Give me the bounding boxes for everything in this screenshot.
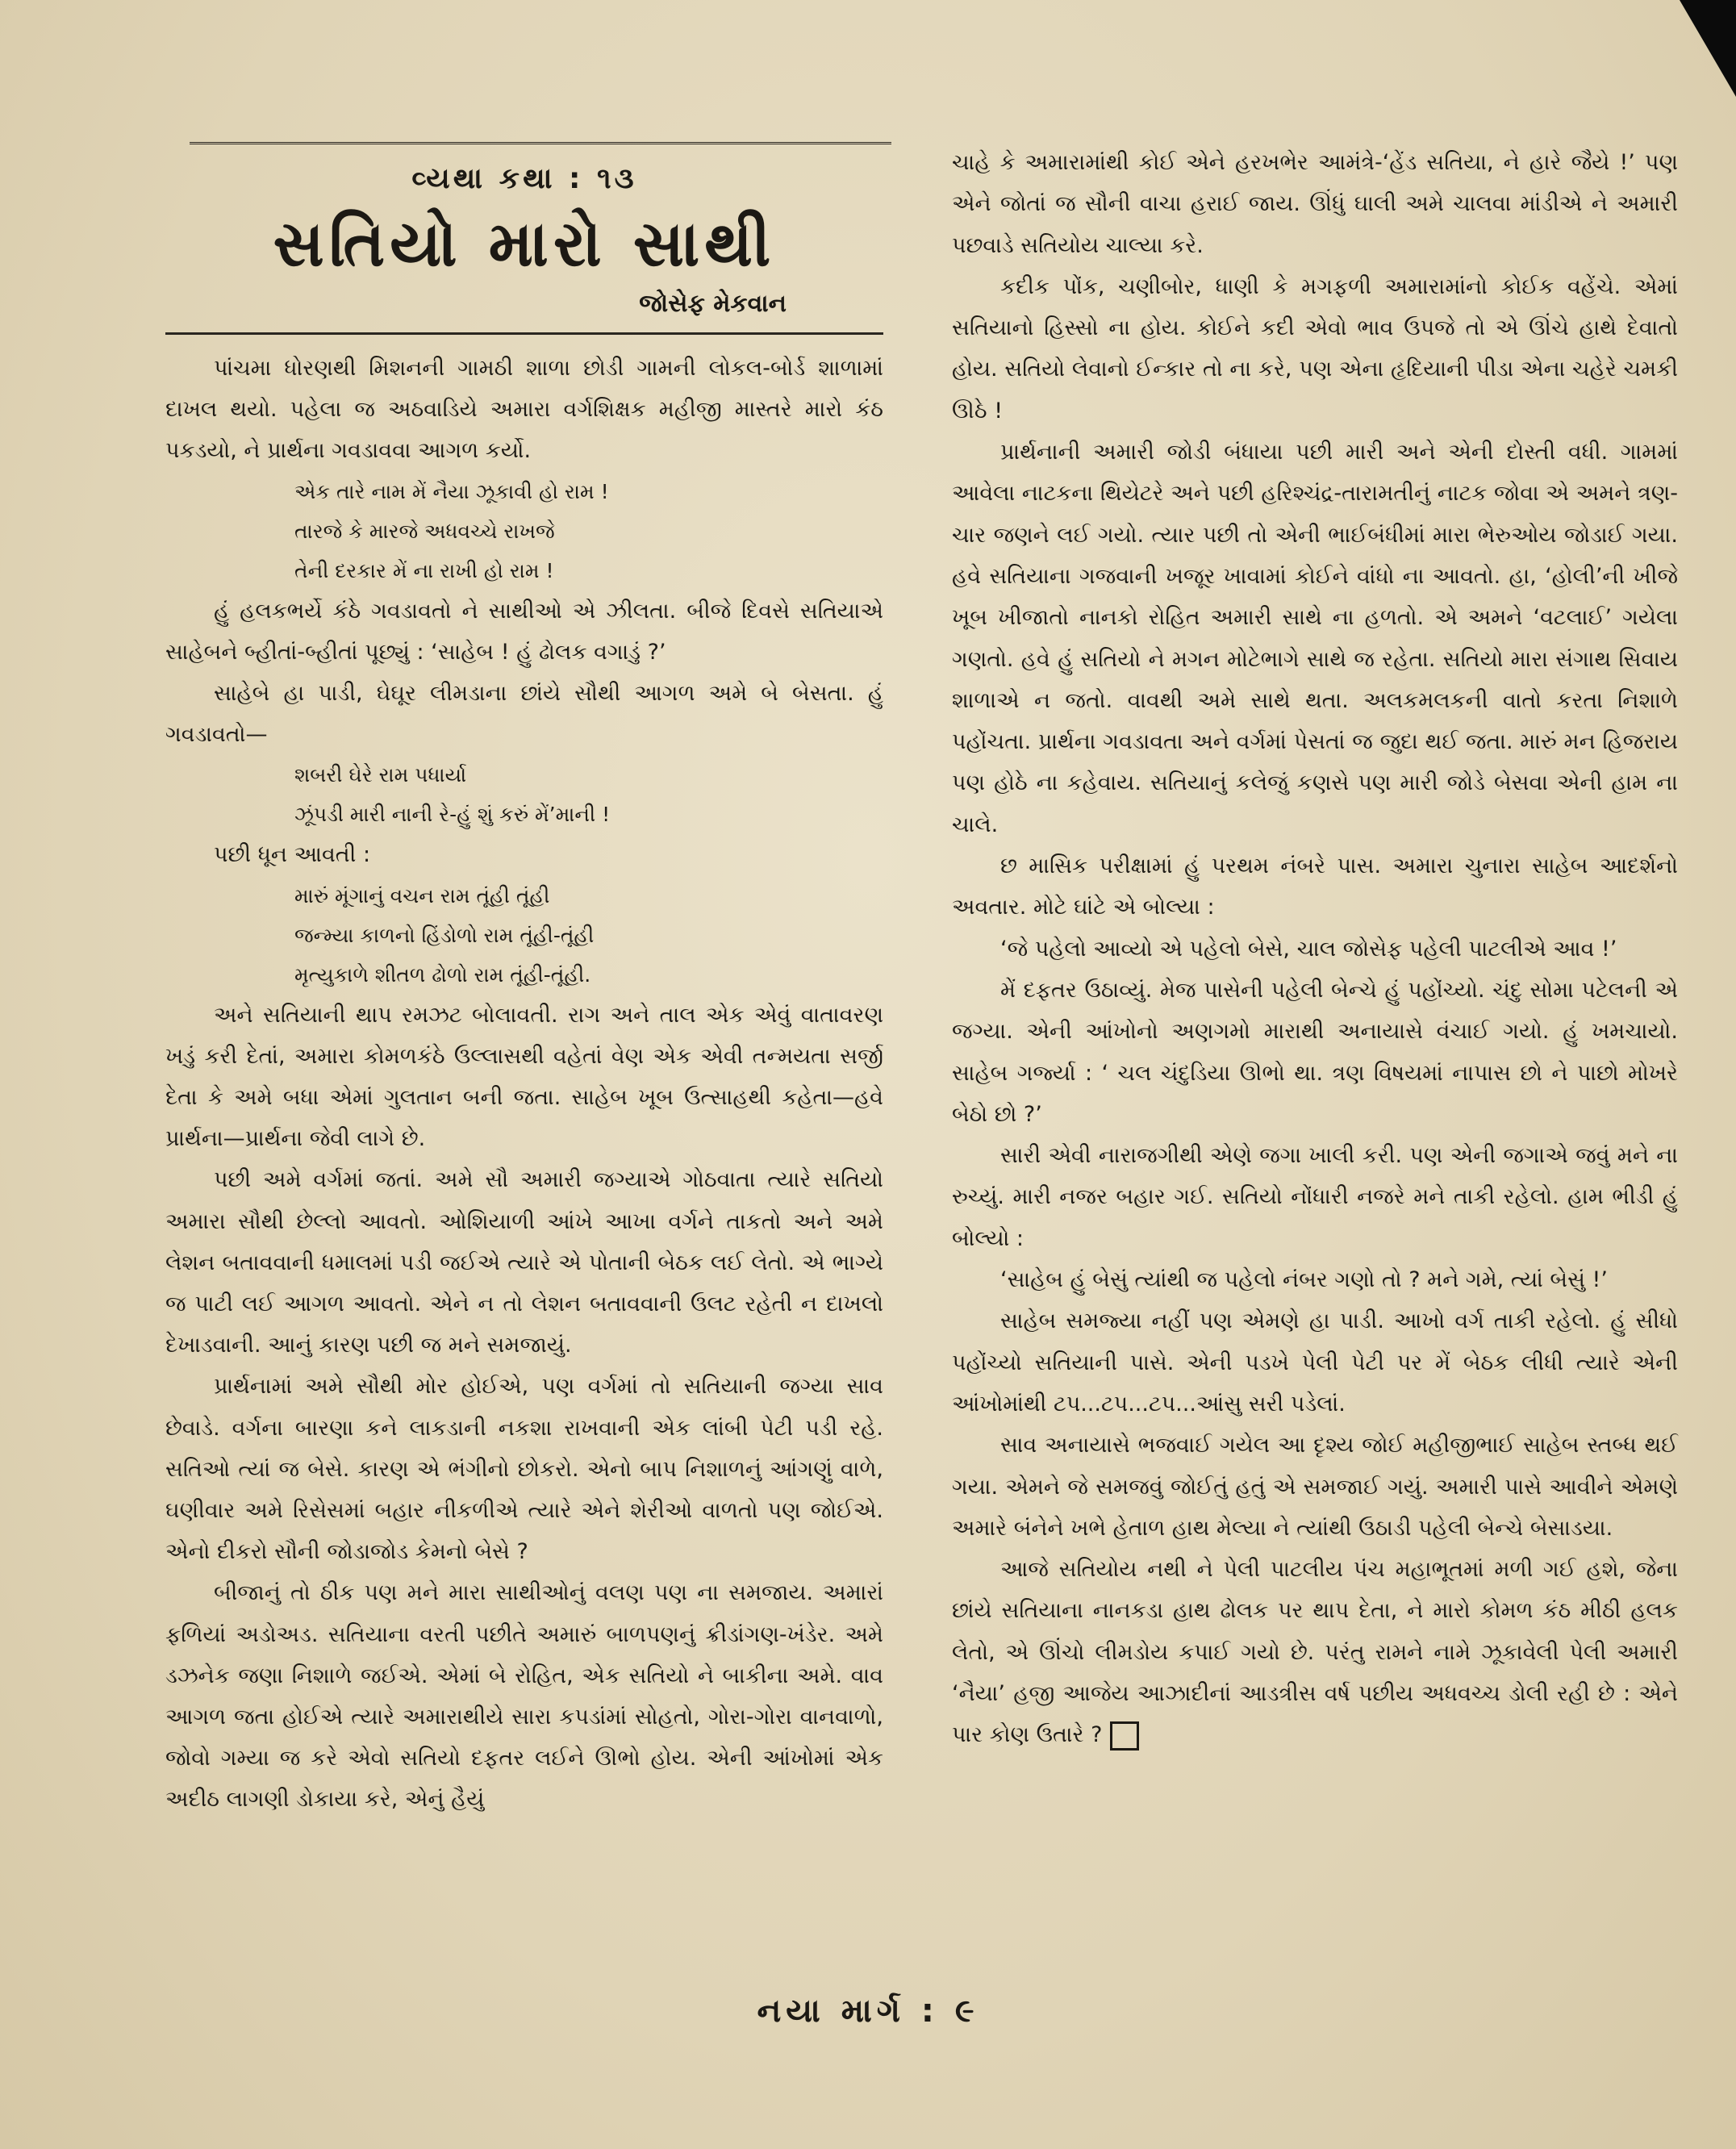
paragraph: કદીક પોંક, ચણીબોર, ધાણી કે મગફળી અમારામાંનો કોઈક વહેંચે. એમાં સતિયાનો હિસ્સો ના હોય. કોઈને કદી એવો ભાવ ઉપજે તો એ ઊંચે હાથે દેવાતો હોય. સતિયો લેવાનો ઈન્કાર તો ના કરે, પણ એના હૃદિયાની પીડા એના ચહેરે ચમકી ઊઠે ! [952, 273, 1678, 424]
verse-line: જન્મ્યા કાળનો હિંડોળો રામ તૂંહી-તૂંહી [294, 923, 595, 947]
paragraph: છ માસિક પરીક્ષામાં હું પરથમ નંબરે પાસ. અમારા ચુનારા સાહેબ આદર્શનો અવતાર. મોટે ઘાંટે એ બોલ્યા : [952, 853, 1678, 920]
article-title: સતિયો મારો સાથી [273, 207, 776, 281]
verse-block [165, 755, 883, 834]
verse-line: તારજે કે મારજે અધવચ્ચે રાખજે [294, 519, 555, 543]
paragraph: મેં દફતર ઉઠાવ્યું. મેજ પાસેની પહેલી બેન્ચે હું પહોંચ્યો. ચંદુ સોમા પટેલની એ જગ્યા. એની આંખોનો અણગમો મારાથી અનાયાસે વંચાઈ ગયો. હું ખમચાયો. સાહેબ ગર્જ્યા : ‘ ચલ ચંદુડિયા ઊભો થા. ત્રણ વિષયમાં નાપાસ છો ને પાછો મોખરે બેઠો છો ?’ [952, 977, 1678, 1127]
paragraph: સાહેબે હા પાડી, ઘેઘૂર લીમડાના છાંયે સૌથી આગળ અમે બે બેસતા. હું ગવડાવતો— [165, 681, 883, 748]
paragraph: પાંચમા ધોરણથી મિશનની ગામઠી શાળા છોડી ગામની લોકલ-બોર્ડ શાળામાં દાખલ થયો. પહેલા જ અઠવાડિયે અમારા વર્ગશિક્ષક મહીજી માસ્તરે મારો કંઠ પકડયો, ને પ્રાર્થના ગવડાવવા આગળ કર્યો. [165, 356, 883, 464]
paragraph: હું હલકભર્યે કંઠે ગવડાવતો ને સાથીઓ એ ઝીલતા. બીજે દિવસે સતિયાએ સાહેબને બ્હીતાં-બ્હીતાં પૂછ્યું : ‘સાહેબ ! હું ઢોલક વગાડું ?’ [165, 598, 883, 665]
paragraph-final [952, 1549, 1678, 1755]
paragraph: બીજાનું તો ઠીક પણ મને મારા સાથીઓનું વલણ પણ ના સમજાય. અમારાં ફળિયાં અડોઅડ. સતિયાના વરતી પછીતે અમારું બાળપણનું ક્રીડાંગણ-ખંડેર. અમે ડઝનેક જણા નિશાળે જઈએ. એમાં બે રોહિત, એક સતિયો ને બાકીના અમે. વાવ આગળ જતા હોઈએ ત્યારે અમારાથીયે સારા કપડાંમાં સોહતો, ગોરા-ગોરા વાનવાળો, જોવો ગમ્યા જ કરે એવો સતિયો દફતર લઈને ઊભો હોય. એની આંખોમાં એક અદીઠ લાગણી ડોકાયા કરે, એનું હૈયું [165, 1580, 883, 1813]
paragraph: સારી એવી નારાજગીથી એણે જગા ખાલી કરી. પણ એની જગાએ જવું મને ના રુચ્યું. મારી નજર બહાર ગઈ. સતિયો નોંધારી નજરે મને તાકી રહેલો. હામ ભીડી હું બોલ્યો : [952, 1143, 1678, 1251]
final-paragraph-text: આજે સતિયોય નથી ને પેલી પાટલીય પંચ મહાભૂતમાં મળી ગઈ હશે, જેના છાંયે સતિયાના નાનકડા હાથ ઢોલક પર થાપ દેતા, ને મારો કોમળ કંઠ મીઠી હલક લેતો, એ ઊંચો લીમડોય કપાઈ ગયો છે. પરંતુ રામને નામે ઝૂકાવેલી પેલી અમારી ‘નૈયા’ હજી આજેય આઝાદીનાં આડત્રીસ વર્ષ પછીય અધવચ્ચ ડોલી રહી છે : એને પાર કોણ ઉતારે ? [952, 1557, 1679, 1748]
page-corner-shadow [1680, 0, 1736, 97]
header-top-rule [190, 142, 891, 144]
verse-line: ઝૂંપડી મારી નાની રે-હું શું કરું મેં’માની ! [294, 803, 611, 827]
paragraph: ‘જે પહેલો આવ્યો એ પહેલો બેસે, ચાલ જોસેફ પહેલી પાટલીએ આવ !’ [1000, 936, 1617, 962]
paragraph: અને સતિયાની થાપ રમઝટ બોલાવતી. રાગ અને તાલ એક એવું વાતાવરણ ખડું કરી દેતાં, અમારા કોમળકંઠે ઉલ્લાસથી વહેતાં વેણ એક એવી તન્મયતા સર્જી દેતા કે અમે બધા એમાં ગુલતાન બની જતા. સાહેબ ખૂબ ઉત્સાહથી કહેતા—હવે પ્રાર્થના—પ્રાર્થના જેવી લાગે છે. [165, 1002, 883, 1152]
paragraph: પ્રાર્થનામાં અમે સૌથી મોર હોઈએ, પણ વર્ગમાં તો સતિયાની જગ્યા સાવ છેવાડે. વર્ગના બારણા કને લાકડાની નકશા રાખવાની એક લાંબી પેટી પડી રહે. સતિઓ ત્યાં જ બેસે. કારણ એ ભંગીનો છોકરો. એનો બાપ નિશાળનું આંગણું વાળે, ઘણીવાર અમે રિસેસમાં બહાર નીકળીએ ત્યારે એને શેરીઓ વાળતો પણ જોઈએ. એનો દીકરો સૌની જોડાજોડ કેમનો બેસે ? [165, 1374, 883, 1565]
right-column-body [952, 142, 1678, 1756]
right-column [952, 142, 1678, 1756]
verse-block [165, 472, 883, 590]
end-mark-icon [1110, 1721, 1139, 1750]
paragraph: સાહેબ સમજ્યા નહીં પણ એમણે હા પાડી. આખો વર્ગ તાકી રહેલો. હું સીધો પહોંચ્યો સતિયાની પાસે. એની પડખે પેલી પેટી પર મેં બેઠક લીધી ત્યારે એની આંખોમાંથી ટપ...ટપ...ટપ...આંસુ સરી પડેલાં. [952, 1308, 1678, 1417]
header-bottom-rule [165, 332, 883, 335]
paragraph: ‘સાહેબ હું બેસું ત્યાંથી જ પહેલો નંબર ગણો તો ? મને ગમે, ત્યાં બેસું !’ [1000, 1267, 1608, 1293]
verse-line: મારું મૂંગાનું વચન રામ તૂંહી તૂંહી [294, 883, 550, 908]
paragraph: પછી ધૂન આવતી : [214, 842, 371, 868]
verse-line: શબરી ઘેરે રામ પધાર્યા [294, 763, 467, 787]
paragraph: સાવ અનાયાસે ભજવાઈ ગયેલ આ દૃશ્ય જોઈ મહીજીભાઈ સાહેબ સ્તબ્ધ થઈ ગયા. એમને જે સમજવું જોઈતું હતું એ સમજાઈ ગયું. અમારી પાસે આવીને એમણે અમારે બંનેને ખભે હેતાળ હાથ મેલ્યા ને ત્યાંથી ઉઠાડી પહેલી બેન્ચે બેસાડયા. [952, 1433, 1678, 1541]
verse-line: એક તારે નામ મેં નૈયા ઝૂકાવી હો રામ ! [294, 479, 609, 503]
author-name: જોસેફ મેકવાન [639, 290, 787, 318]
page-footer: નયા માર્ગ : ૯ [757, 1993, 979, 2030]
verse-line: તેની દરકાર મેં ના રાખી હો રામ ! [294, 558, 554, 582]
verse-block [165, 876, 883, 995]
series-label: વ્યથા કથા : ૧૩ [411, 162, 637, 195]
paragraph: પછી અમે વર્ગમાં જતાં. અમે સૌ અમારી જગ્યાએ ગોઠવાતા ત્યારે સતિયો અમારા સૌથી છેલ્લો આવતો. ઓશિયાળી આંખે આખા વર્ગને તાકતો અને અમે લેશન બતાવવાની ધમાલમાં પડી જઈએ ત્યારે એ પોતાની બેઠક લઈ લેતો. એ ભાગ્યે જ પાટી લઈ આગળ આવતો. એને ન તો લેશન બતાવવાની ઉલટ રહેતી ન દાખલો દેખાડવાની. આનું કારણ પછી જ મને સમજાયું. [165, 1167, 883, 1358]
verse-line: મૃત્યુકાળે શીતળ ઢોળો રામ તૂંહી-તૂંહી. [294, 962, 591, 987]
paragraph: ચાહે કે અમારામાંથી કોઈ એને હરખભેર આમંત્રે-‘હેંડ સતિયા, ને હારે જૈયે !’ પણ એને જોતાં જ સૌની વાચા હરાઈ જાય. ઊંધું ઘાલી અમે ચાલવા માંડીએ ને અમારી પછવાડે સતિયોય ચાલ્યા કરે. [952, 150, 1678, 258]
paragraph: પ્રાર્થનાની અમારી જોડી બંધાયા પછી મારી અને એની દોસ્તી વધી. ગામમાં આવેલા નાટકના થિયેટરે અને પછી હરિશ્ચંદ્ર-તારામતીનું નાટક જોવા એ અમને ત્રણ-ચાર જણને લઈ ગયો. ત્યાર પછી તો એની ભાઈબંધીમાં મારા ભેરુઓય જોડાઈ ગયા. હવે સતિયાના ગજવાની ખજૂર ખાવામાં કોઈને વાંધો ના આવતો. હા, ‘હોલી’ની ખીજે ખૂબ ખીજાતો નાનકો રોહિત અમારી સાથે ના હળતો. એ અમને ‘વટલાઈ’ ગયેલા ગણતો. હવે હું સતિયો ને મગન મોટેભાગે સાથે જ રહેતા. સતિયો મારા સંગાથ સિવાય શાળાએ ન જતો. વાવથી અમે સાથે થતા. અલકમલકની વાતો કરતા નિશાળે પહોંચતા. પ્રાર્થના ગવડાવતા અને વર્ગમાં પેસતાં જ જુદા થઈ જતા. મારું મન હિજરાય પણ હોઠે ના કહેવાય. સતિયાનું કલેજું કણસે પણ મારી જોડે બેસવા એની હામ ના ચાલે. [952, 440, 1678, 837]
left-column [165, 142, 883, 1821]
left-column-body [165, 348, 883, 1821]
